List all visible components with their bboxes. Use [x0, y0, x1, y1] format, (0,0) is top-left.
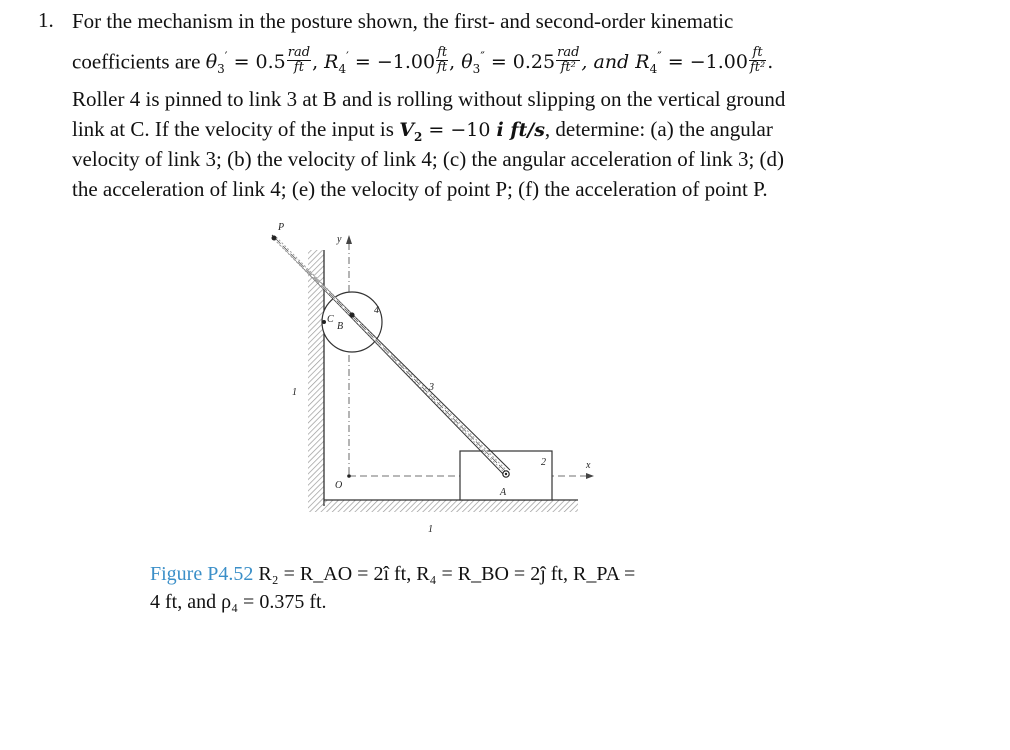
- label-1-ground: 1: [428, 524, 433, 535]
- theta3-prime-value: = 0.5: [233, 51, 286, 74]
- figure-caption: [150, 560, 635, 616]
- and-text: , and: [581, 51, 630, 74]
- r4-double-prime-expression: $R_4'' = -1.00$ $\frac{ft}{\text{ft²}}$ .: [635, 44, 774, 77]
- problem-line-4: [72, 116, 773, 150]
- unit-rad-per-ft: [287, 46, 311, 75]
- theta3-double-prime-value: = 0.25: [490, 51, 556, 74]
- unit-denominator: ft²: [560, 59, 576, 75]
- caption-text-1: R₂ = R_AO = 2î ft, R₄ = R_BO = 2ĵ ft, R_PA =: [258, 563, 636, 585]
- point-P: [272, 236, 277, 241]
- unit-ft-per-ft: [436, 46, 448, 75]
- label-4: 4: [374, 305, 379, 316]
- label-O: O: [335, 480, 343, 491]
- problem-line-3: Roller 4 is pinned to link 3 at B and is rolling without slipping on the vertical ground: [72, 87, 786, 111]
- horizontal-ground-hatch: [324, 500, 578, 512]
- unit-numerator: ft: [437, 44, 448, 60]
- vertical-ground-hatch: [308, 250, 324, 512]
- v2-value: = −10: [428, 119, 491, 141]
- label-A: A: [500, 487, 507, 498]
- origin-O: [347, 474, 351, 478]
- theta-symbol: θ: [461, 51, 473, 74]
- caption-line-2: 4 ft, and ρ₄ = 0.375 ft.: [150, 591, 327, 613]
- label-B: B: [337, 321, 344, 332]
- theta3-prime-expression: $\theta_3' = 0.5$ $\frac{\text{rad}}{ft}$ ,: [205, 44, 325, 77]
- mechanism-figure: [258, 218, 598, 535]
- line4-end-text: , determine: (a) the angular: [544, 117, 773, 141]
- r-symbol: R: [324, 51, 339, 74]
- line4-start-text: link at C. If the velocity of the input is: [72, 117, 394, 141]
- unit-ft-per-ft2: [749, 46, 766, 75]
- unit-denominator: ft: [293, 59, 304, 75]
- r4-prime-expression: $R_4' = -1.00$ $\frac{ft}{ft}$ ,: [324, 44, 462, 77]
- problem-line-5: velocity of link 3; (b) the velocity of link 4; (c) the angular acceleration of link 3; (d): [72, 147, 785, 171]
- label-C: C: [327, 314, 334, 325]
- problem-number: 1.: [38, 8, 54, 32]
- label-y: y: [337, 234, 342, 245]
- label-P: P: [278, 222, 285, 233]
- point-B-pin: [349, 312, 354, 317]
- v2-unit: i ft/s: [496, 119, 545, 141]
- theta3-double-prime-expression: $\theta_3'' = 0.25$ $\frac{\text{rad}}{\text{ft²}}$ , and: [461, 44, 630, 77]
- problem-line-2: [72, 44, 773, 82]
- label-x: x: [586, 460, 591, 471]
- y-axis-arrow: [346, 235, 352, 244]
- point-A-center: [505, 473, 507, 475]
- caption-line-1: [150, 560, 635, 588]
- unit-numerator: ft: [749, 46, 766, 61]
- coef-intro-text: coefficients are: [72, 49, 201, 74]
- x-axis-arrow: [586, 473, 594, 479]
- theta-symbol: θ: [205, 51, 218, 74]
- v-symbol: V: [399, 119, 414, 141]
- problem-line-1: For the mechanism in the posture shown, the first- and second-order kinematic: [72, 9, 734, 33]
- unit-numerator: rad: [287, 44, 311, 60]
- label-2: 2: [541, 457, 546, 468]
- point-C-contact: [322, 320, 326, 324]
- unit-numerator: rad: [557, 44, 580, 60]
- label-1-wall: 1: [292, 387, 297, 398]
- caption-title: Figure P4.52: [150, 563, 254, 585]
- label-3: 3: [429, 382, 434, 393]
- problem-line-6: the acceleration of link 4; (e) the velocity of point P; (f) the acceleration of point P.: [72, 177, 768, 201]
- unit-denominator: ft: [437, 59, 448, 75]
- unit-denominator: ft²: [749, 59, 766, 75]
- r-symbol: R: [635, 51, 650, 74]
- unit-rad-per-ft2: [556, 46, 580, 75]
- r4-prime-value: = −1.00: [354, 51, 436, 74]
- r4-double-prime-value: = −1.00: [667, 51, 748, 74]
- input-velocity-expression: $V_2 = -10$ i ft/s: [399, 119, 545, 144]
